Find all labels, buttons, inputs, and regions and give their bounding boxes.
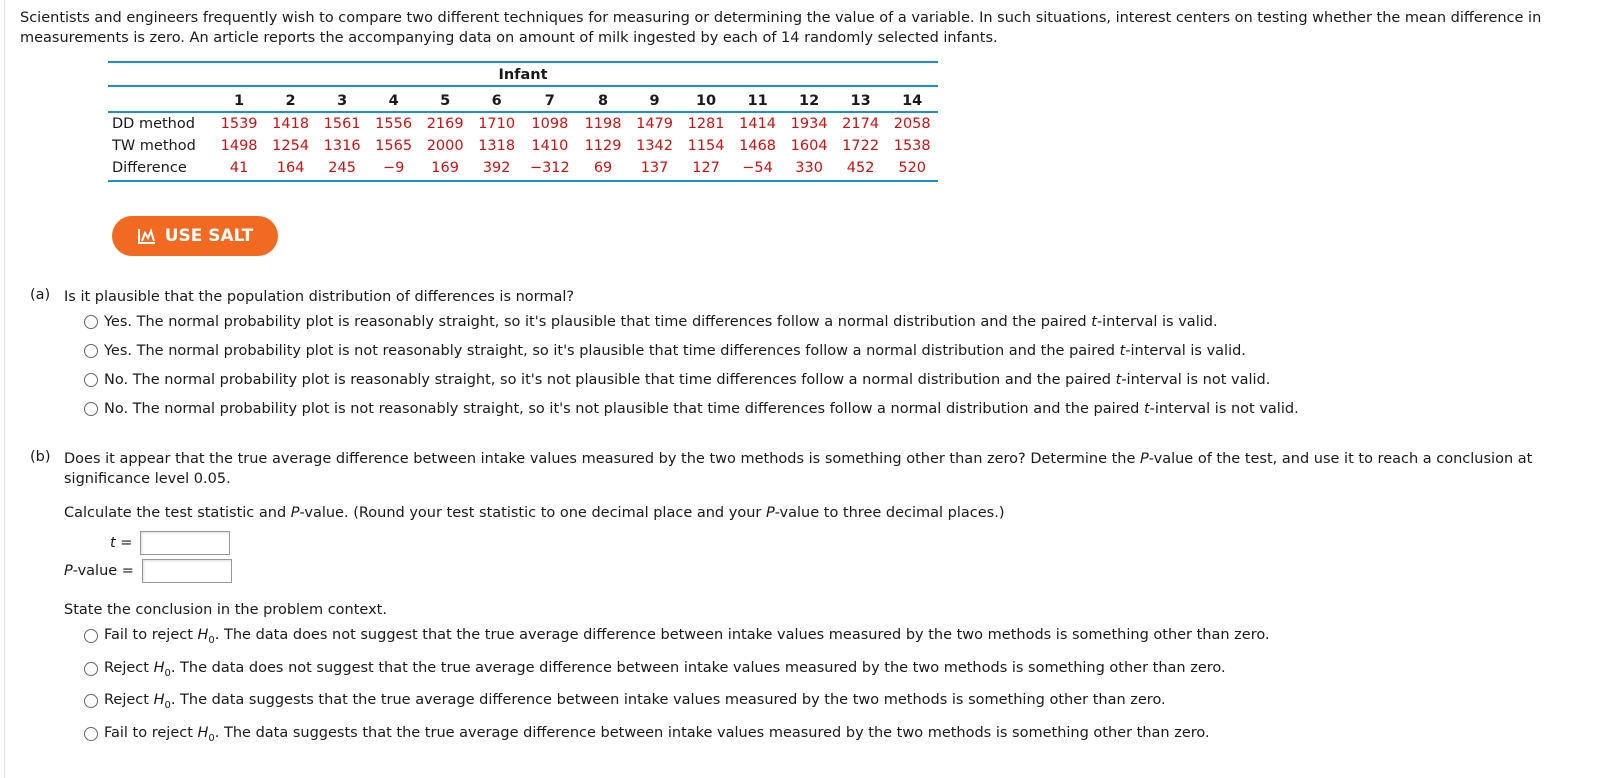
table-title: Infant xyxy=(108,62,938,86)
salt-chart-icon xyxy=(137,227,157,245)
t-input[interactable] xyxy=(140,531,230,555)
part-a-option[interactable] xyxy=(84,372,1270,388)
option-text: Fail to reject $H_0$. The data does not suggest that the true average difference between intake values measured by the two methods is something other than zero. xyxy=(104,627,1270,646)
column-header: 6 xyxy=(471,86,523,112)
part-a-label: (a) xyxy=(30,287,51,303)
table-cell: 2000 xyxy=(426,138,464,154)
table-cell: 1498 xyxy=(220,138,258,154)
radio-button[interactable] xyxy=(84,315,98,329)
option-text: Yes. The normal probability plot is reasonably straight, so it's plausible that time differences follow a normal distribution and the paired t-interval is valid. xyxy=(104,314,1218,330)
table-cell: 1414 xyxy=(739,116,777,132)
column-header: 12 xyxy=(783,86,835,112)
table-row xyxy=(108,135,938,157)
radio-button[interactable] xyxy=(84,694,98,708)
p-value-label: P-value = xyxy=(64,563,134,579)
table-cell: 1556 xyxy=(375,116,413,132)
radio-button[interactable] xyxy=(84,727,98,741)
column-header: 14 xyxy=(886,86,938,112)
part-b-label: (b) xyxy=(30,449,51,465)
conclusion-option[interactable] xyxy=(84,660,1226,679)
table-cell: 69 xyxy=(577,157,629,181)
table-row xyxy=(108,112,938,135)
column-header: 8 xyxy=(577,86,629,112)
table-cell: −312 xyxy=(522,157,577,181)
column-header: 1 xyxy=(213,86,265,112)
t-field-row xyxy=(110,531,230,555)
row-label: Difference xyxy=(108,157,213,181)
column-header: 10 xyxy=(680,86,732,112)
option-text: Fail to reject $H_0$. The data suggests that the true average difference between intake values measured by the two methods is something other than zero. xyxy=(104,724,1210,744)
table-cell: 245 xyxy=(316,157,368,181)
column-header: 7 xyxy=(522,86,577,112)
part-b-question: Does it appear that the true average difference between intake values measured by the two methods is something other than zero? Determine the P-value of the test, and use it to reach a conclusion at significance level 0.05. xyxy=(64,451,1533,487)
column-header: 13 xyxy=(835,86,887,112)
conclusion-option[interactable] xyxy=(84,627,1270,646)
part-b-instruction: Calculate the test statistic and P-value. (Round your test statistic to one decimal place and your P-value to three decimal places.) xyxy=(64,505,1005,521)
table-cell: 1198 xyxy=(584,116,622,132)
data-table xyxy=(108,61,938,182)
table-cell: 1565 xyxy=(375,138,413,154)
table-cell: 1129 xyxy=(584,138,622,154)
table-cell: 1934 xyxy=(790,116,828,132)
row-label-header xyxy=(108,86,213,112)
intro-text: Scientists and engineers frequently wish to compare two different techniques for measuring or determining the value of a variable. In such situations, interest centers on testing whether the mean difference in measurements is zero. An article reports the accompanying data on amount of milk ingested by each of 14 randomly selected infants. xyxy=(20,10,1542,46)
use-salt-button[interactable] xyxy=(112,216,278,256)
table-cell: 1538 xyxy=(893,138,931,154)
p-field-row xyxy=(64,559,232,583)
t-label: t = xyxy=(110,535,133,551)
column-header: 4 xyxy=(368,86,420,112)
table-cell: 1410 xyxy=(531,138,569,154)
radio-button[interactable] xyxy=(84,373,98,387)
radio-button[interactable] xyxy=(84,344,98,358)
conclusion-option[interactable] xyxy=(84,692,1166,711)
option-text: Reject $H_0$. The data suggests that the true average difference between intake values measured by the two methods is something other than zero. xyxy=(104,692,1166,711)
table-cell: 520 xyxy=(886,157,938,181)
table-cell: 127 xyxy=(680,157,732,181)
table-cell: 1154 xyxy=(687,138,725,154)
table-cell: 1468 xyxy=(739,138,777,154)
part-a-option[interactable] xyxy=(84,401,1299,417)
table-row xyxy=(108,157,938,181)
table-cell: 2174 xyxy=(842,116,880,132)
radio-button[interactable] xyxy=(84,629,98,643)
table-cell: 1342 xyxy=(636,138,673,154)
table-cell: 1561 xyxy=(323,116,361,132)
column-header: 3 xyxy=(316,86,368,112)
p-value-input[interactable] xyxy=(142,559,232,583)
table-cell: 1098 xyxy=(531,116,569,132)
table-cell: 1281 xyxy=(687,116,725,132)
radio-button[interactable] xyxy=(84,402,98,416)
table-cell: 2058 xyxy=(893,116,931,132)
column-header: 9 xyxy=(629,86,681,112)
table-cell: 1254 xyxy=(272,138,310,154)
part-a-option[interactable] xyxy=(84,343,1246,359)
table-cell: 1604 xyxy=(790,138,828,154)
table-cell: 41 xyxy=(213,157,265,181)
option-text: Reject $H_0$. The data does not suggest that the true average difference between intake values measured by the two methods is something other than zero. xyxy=(104,659,1226,679)
table-cell: 137 xyxy=(629,157,681,181)
conclusion-option[interactable] xyxy=(84,725,1210,744)
part-a-question: Is it plausible that the population distribution of differences is normal? xyxy=(64,289,575,305)
table-cell: 1539 xyxy=(220,116,258,132)
column-header: 11 xyxy=(732,86,784,112)
conclusion-prompt: State the conclusion in the problem context. xyxy=(64,602,387,618)
table-cell: 330 xyxy=(783,157,835,181)
table-cell: −54 xyxy=(732,157,784,181)
option-text: No. The normal probability plot is reasonably straight, so it's not plausible that time differences follow a normal distribution and the paired t-interval is not valid. xyxy=(104,372,1271,388)
table-cell: 1418 xyxy=(272,116,310,132)
table-cell: 392 xyxy=(471,157,523,181)
use-salt-label: USE SALT xyxy=(164,226,254,246)
radio-button[interactable] xyxy=(84,662,98,676)
table-cell: 169 xyxy=(419,157,471,181)
table-cell: 164 xyxy=(265,157,317,181)
option-text: Yes. The normal probability plot is not reasonably straight, so it's plausible that time differences follow a normal distribution and the paired t-interval is valid. xyxy=(104,343,1246,359)
table-cell: 1710 xyxy=(478,116,516,132)
table-cell: −9 xyxy=(368,157,420,181)
table-cell: 1318 xyxy=(478,138,516,154)
column-header: 5 xyxy=(419,86,471,112)
table-cell: 1722 xyxy=(842,138,880,154)
table-cell: 2169 xyxy=(426,116,464,132)
part-a-option[interactable] xyxy=(84,314,1218,330)
table-cell: 452 xyxy=(835,157,887,181)
table-cell: 1479 xyxy=(636,116,673,132)
column-header: 2 xyxy=(265,86,317,112)
option-text: No. The normal probability plot is not reasonably straight, so it's not plausible that time differences follow a normal distribution and the paired t-interval is not valid. xyxy=(104,401,1299,417)
table-cell: 1316 xyxy=(323,138,361,154)
row-label: DD method xyxy=(112,116,195,132)
row-label: TW method xyxy=(112,138,196,154)
